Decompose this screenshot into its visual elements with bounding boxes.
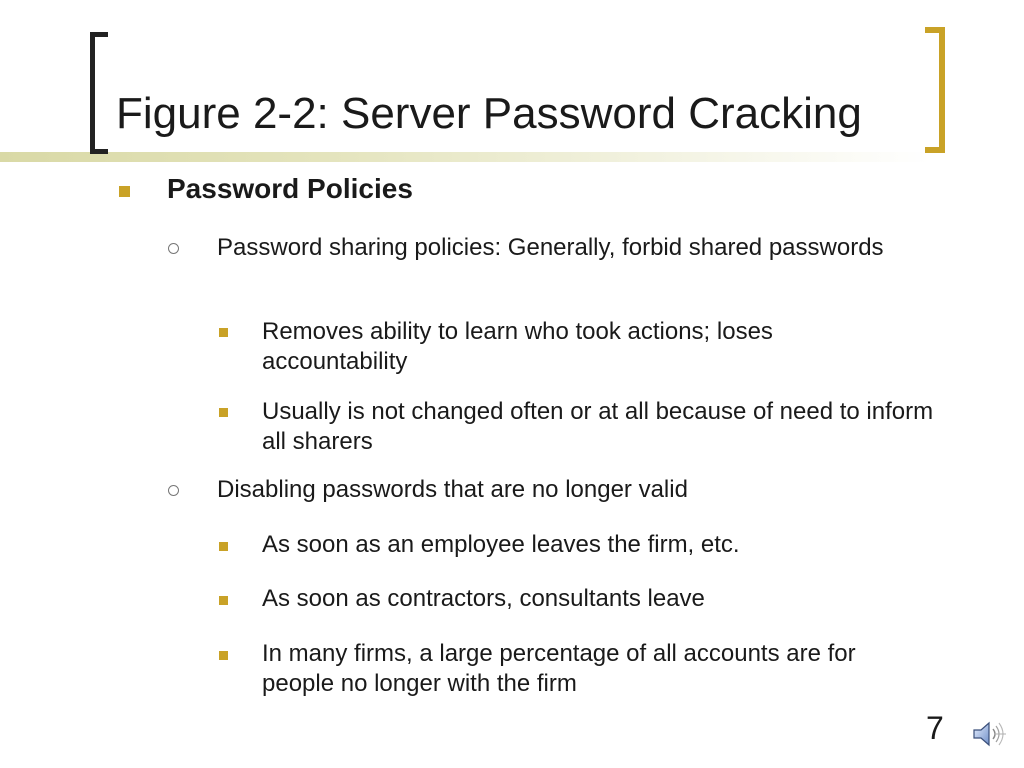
bullet-circle-icon: [168, 485, 179, 496]
bullet-password-policies: Password Policies: [167, 173, 413, 204]
bullet-large-percentage: In many firms, a large percentage of all accounts are for people no longer with the firm: [262, 640, 856, 697]
bullet-square-icon: [219, 408, 228, 417]
slide-title: Figure 2-2: Server Password Cracking: [116, 89, 862, 138]
bullet-square-icon: [219, 651, 228, 660]
bullet-not-changed: Usually is not changed often or at all because of need to inform all sharers: [262, 398, 934, 455]
speaker-icon[interactable]: [970, 714, 1010, 754]
page-number: 7: [926, 710, 944, 746]
bullet-circle-icon: [168, 243, 179, 254]
bullet-disabling-passwords: Disabling passwords that are no longer valid: [217, 476, 688, 503]
bullet-accountability: Removes ability to learn who took actions; loses accountability: [262, 318, 773, 375]
bullet-square-icon: [119, 186, 130, 197]
bullet-sharing-policy: Password sharing policies: Generally, forbid shared passwords: [217, 234, 884, 261]
bullet-employee-leaves: As soon as an employee leaves the firm, etc.: [262, 531, 740, 558]
bullet-contractors-leave: As soon as contractors, consultants leave: [262, 585, 705, 612]
bullet-square-icon: [219, 596, 228, 605]
bullet-square-icon: [219, 542, 228, 551]
bullet-square-icon: [219, 328, 228, 337]
